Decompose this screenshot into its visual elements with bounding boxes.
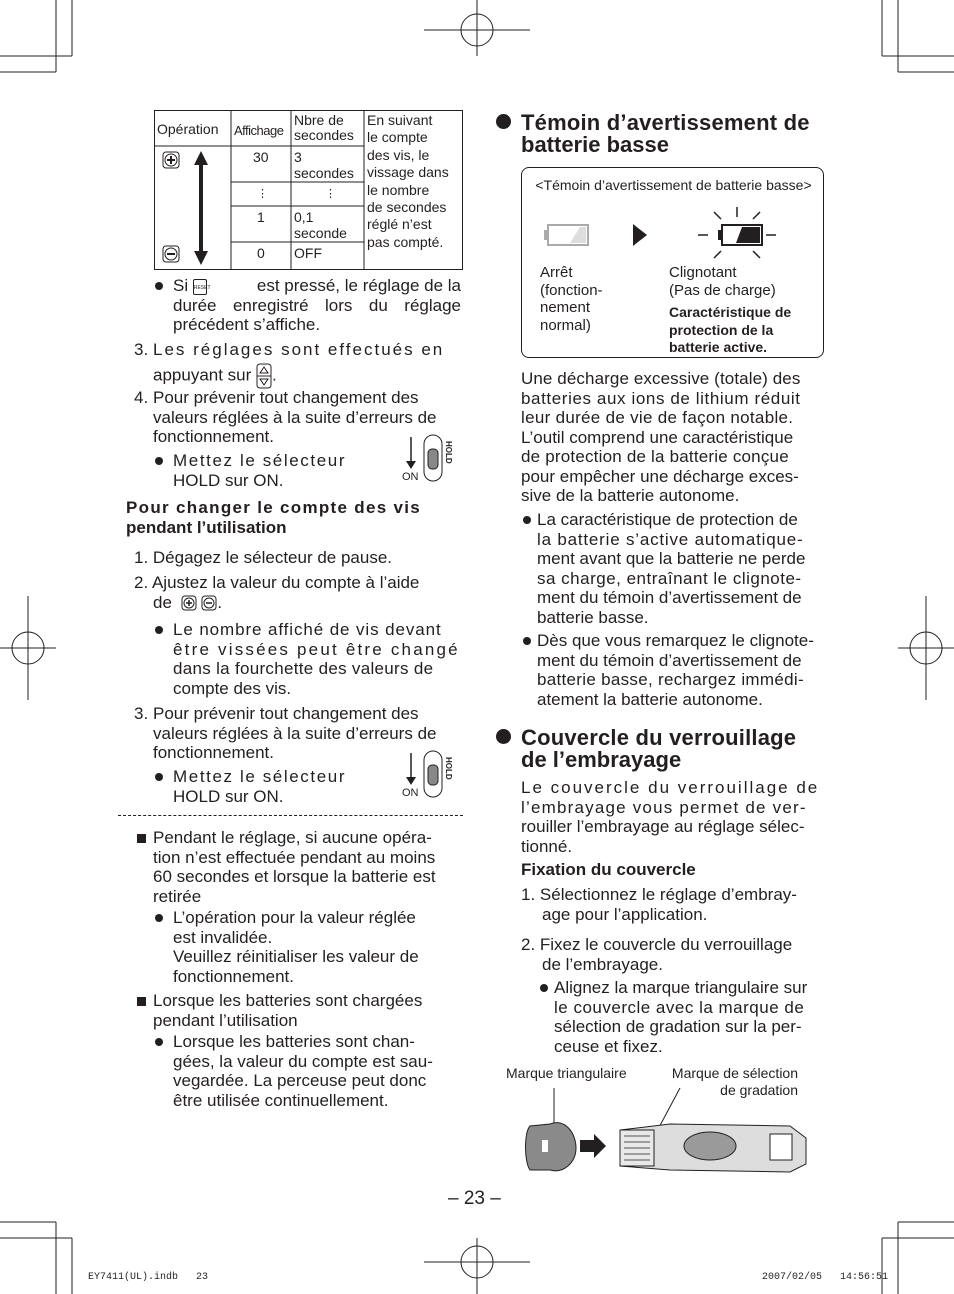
bullet xyxy=(155,773,163,781)
clutch-cover-illustration xyxy=(520,1082,812,1174)
svg-text:ON: ON xyxy=(402,787,419,799)
hold-bullet-2: Mettez le sélecteur HOLD sur ON. xyxy=(173,767,347,806)
bullet xyxy=(155,914,163,922)
hold-switch-icon xyxy=(400,749,460,801)
sub-heading: Pour changer le compte des vis pendant l’utilisation xyxy=(126,498,422,537)
row-1-seconds: 0,1 seconde xyxy=(294,209,347,241)
item4-num: 4. xyxy=(134,388,149,407)
bullet xyxy=(155,1038,163,1046)
note2: Lorsque les batteries sont chargées pendant l’utilisation xyxy=(153,991,423,1030)
label-gradation-mark: Marque de sélection de gradation xyxy=(671,1065,798,1098)
heading-dot xyxy=(496,114,511,129)
bullet xyxy=(523,637,531,645)
step2-bullet: Le nombre affiché de vis devant être vissées peut être changé dans la fourchette des valeurs de compte des vis. xyxy=(173,620,460,698)
row-30-display: 30 xyxy=(253,149,269,165)
row-1-display: 1 xyxy=(257,209,265,225)
blink-label: Clignotant (Pas de charge) xyxy=(669,264,776,299)
step1: 1. Dégagez le sélecteur de pause. xyxy=(134,548,393,567)
box-title: <Témoin d’avertissement de batterie basse> xyxy=(535,177,812,193)
bullet-protection: La caractéristique de protection de la batterie s’active automatique- ment avant que la batterie ne perde sa charge, entraînant le clignote- ment du témoin d’avertissement de batterie basse. xyxy=(537,510,806,627)
fix-bullet: Alignez la marque triangulaire sur le couvercle avec la marque de sélection de gradation sur la per- ceuse et fixez. xyxy=(554,978,808,1056)
step3-text: Pour prévenir tout changement des valeurs réglées à la suite d’erreurs de fonctionnement. xyxy=(153,704,437,762)
square-bullet xyxy=(137,997,146,1006)
fix-step1: 1. Sélectionnez le réglage d’embray- age pour l’application. xyxy=(521,885,797,924)
up-down-button-icon xyxy=(256,363,272,389)
protection-label: Caractéristique de protection de la batterie active. xyxy=(669,304,792,355)
paragraph-cover: Le couvercle du verrouillage de l’embrayage vous permet de ver- rouiller l’embrayage au réglage sélec- tionné. xyxy=(521,778,820,856)
fix-step2: 2. Fixez le couvercle du verrouillage de l’embrayage. xyxy=(521,935,793,974)
paragraph-discharge: Une décharge excessive (totale) des batteries aux ions de lithium réduit leur durée de vie de façon notable. L’outil comprend une caractéristique de protection de la batterie conçue pour empêcher une décharge exces- sive de la batterie autonome. xyxy=(521,369,801,505)
step3-num: 3. xyxy=(134,704,149,723)
hold-bullet-1: Mettez le sélecteur HOLD sur ON. xyxy=(173,451,347,490)
reset-bullet: Si RESET est pressé, le réglage de la durée enregistré lors du réglage précédent s’affiche. xyxy=(173,276,461,334)
item3-line2: appuyant sur . xyxy=(153,363,277,389)
label-triangle-mark: Marque triangulaire xyxy=(506,1065,627,1081)
footer-timestamp: 2007/02/05 14:56:51 xyxy=(762,1272,889,1283)
heading-clutch-cover: Couvercle du verrouillage de l’embrayage xyxy=(521,725,797,772)
heading-dot xyxy=(496,729,511,744)
battery-icons xyxy=(542,204,792,266)
svg-text:ON: ON xyxy=(402,471,419,483)
dashed-divider xyxy=(118,815,463,816)
svg-text:HOLD: HOLD xyxy=(444,757,453,780)
plus-button-icon xyxy=(181,595,197,611)
heading-low-battery: Témoin d’avertissement de batterie basse xyxy=(521,110,810,157)
bullet xyxy=(540,984,548,992)
bullet xyxy=(155,626,163,634)
bullet xyxy=(155,282,163,290)
row-0-display: 0 xyxy=(257,245,265,261)
th-display: Affichage xyxy=(234,123,284,138)
minus-button-icon xyxy=(201,595,217,611)
off-label: Arrêt (fonction- nement normal) xyxy=(540,264,603,334)
bullet-recharge: Dès que vous remarquez le clignote- ment du témoin d’avertissement de batterie basse, rechargez immédi- atement la batterie autonome. xyxy=(537,631,814,709)
table-note: En suivant le compte des vis, le vissage dans le nombre de secondes réglé n’est pas compté. xyxy=(367,112,449,250)
battery-indicator-box xyxy=(521,167,824,358)
bullet xyxy=(155,457,163,465)
note1-bullet: L’opération pour la valeur réglée est invalidée. Veuillez réinitialiser les valeur de fonctionnement. xyxy=(173,908,419,986)
item4-text: Pour prévenir tout changement des valeurs réglées à la suite d’erreurs de fonctionnement. xyxy=(153,388,437,446)
row-0-seconds: OFF xyxy=(294,245,322,261)
fix-heading: Fixation du couvercle xyxy=(521,860,696,879)
plus-minus-arrow xyxy=(161,151,221,266)
svg-text:HOLD: HOLD xyxy=(444,441,453,464)
th-seconds: Nbre de secondes xyxy=(294,112,354,143)
row-dots-display: ⋮ xyxy=(257,188,268,200)
row-dots-seconds: ⋮ xyxy=(325,188,336,200)
item3-num: 3. xyxy=(134,340,149,359)
th-operation: Opération xyxy=(157,121,219,137)
item3-line1: Les réglages sont effectués en xyxy=(153,340,445,359)
row-30-seconds: 3 secondes xyxy=(294,149,354,181)
reset-icon: RESET xyxy=(193,279,207,295)
step2: 2. Ajustez la valeur du compte à l’aide de . xyxy=(134,573,420,612)
hold-switch-icon xyxy=(400,433,460,485)
bullet xyxy=(523,516,531,524)
note1: Pendant le réglage, si aucune opéra- tion n’est effectuée pendant au moins 60 secondes et lorsque la batterie est retirée xyxy=(153,828,436,906)
count-table xyxy=(154,110,463,270)
square-bullet xyxy=(137,834,146,843)
footer-file: EY7411(UL).indb 23 xyxy=(88,1272,209,1283)
page-number: – 23 – xyxy=(448,1188,501,1209)
note2-bullet: Lorsque les batteries sont chan- gées, la valeur du compte est sau- vegardée. La perceuse peut donc être utilisée continuellement. xyxy=(173,1032,433,1110)
